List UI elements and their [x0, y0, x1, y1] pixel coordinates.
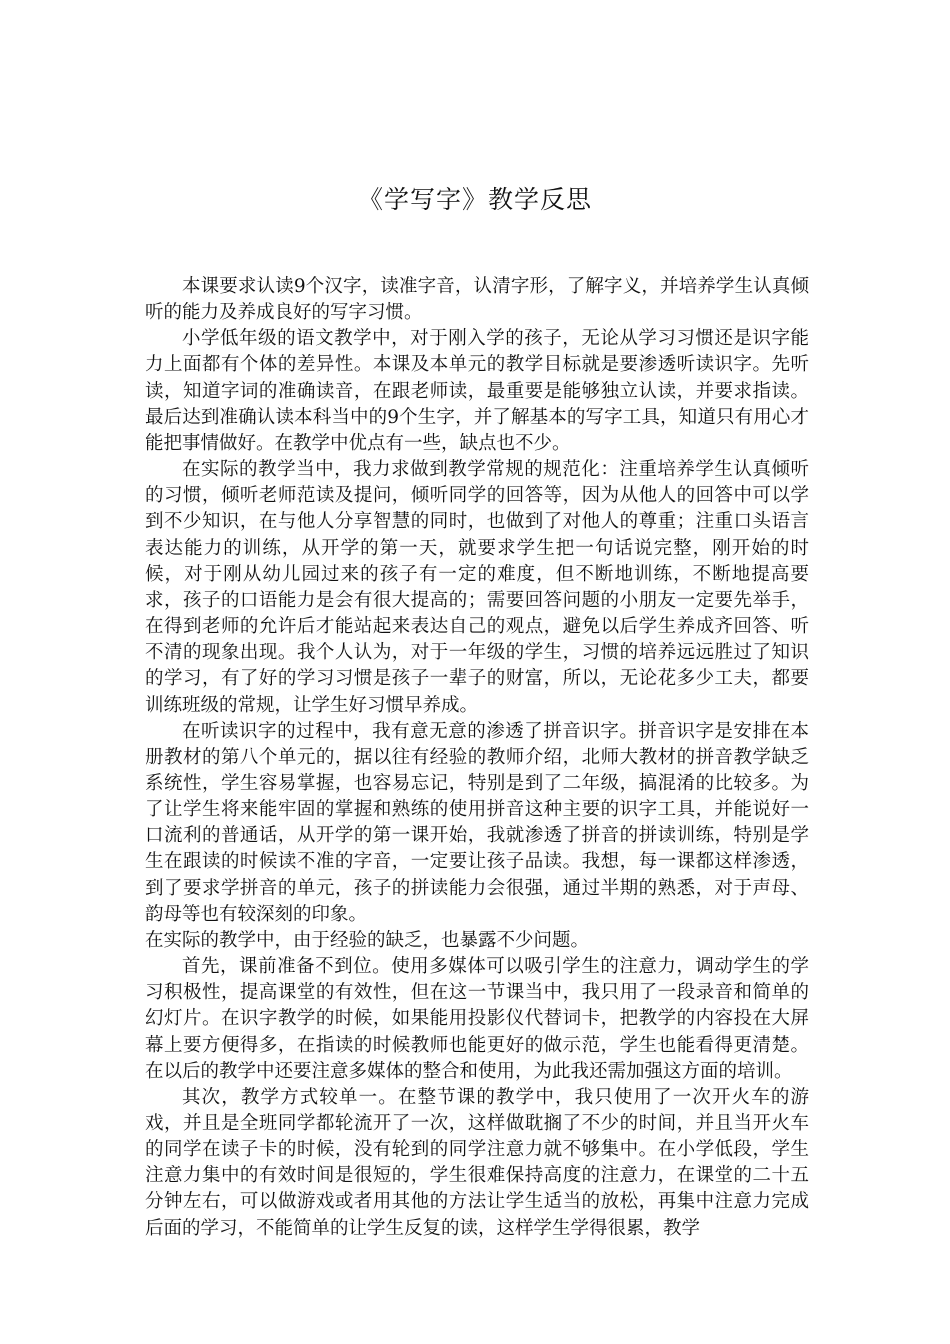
paragraph-pinyin: 在听读识字的过程中，我有意无意的渗透了拼音识字。拼音识字是安排在本册教材的第八个单元的，据以往有经验的教师介绍，北师大教材的拼音教学缺乏系统性，学生容易掌握，也容易忘记，特别是到了二年级，搞混淆的比较多。为了让学生将来能牢固的掌握和熟练的使用拼音这种主要的识字工具，并能说好一口流利的普通话，从开学的第一课开始，我就渗透了拼音的拼读训练，特别是学生在跟读的时候读不准的字音，一定要让孩子品读。我想，每一课都这样渗透，到了要求学拼音的单元，孩子的拼读能力会很强，通过半期的熟悉，对于声母、韵母等也有较深刻的印象。 — [145, 720, 809, 925]
paragraph-intro: 本课要求认读9个汉字，读准字音，认清字形，了解字义，并培养学生认真倾听的能力及养成良好的写字习惯。 — [145, 276, 809, 324]
paragraph-problems-intro: 在实际的教学中，由于经验的缺乏，也暴露不少问题。 — [145, 929, 590, 951]
document-body — [145, 274, 809, 1242]
paragraph-second-problem: 其次，教学方式较单一。在整节课的教学中，我只使用了一次开火车的游戏，并且是全班同学都轮流开了一次，这样做耽搁了不少的时间，并且当开火车的同学在读子卡的时候，没有轮到的同学注意力就不够集中。在小学低段，学生注意力集中的有效时间是很短的，学生很难保持高度的注意力，在课堂的二十五分钟左右，可以做游戏或者用其他的方法让学生适当的放松，再集中注意力完成后面的学习，不能简单的让学生反复的读，这样学生学得很累，教学 — [145, 1086, 809, 1239]
paragraph-first-problem: 首先，课前准备不到位。使用多媒体可以吸引学生的注意力，调动学生的学习积极性，提高课堂的有效性，但在这一节课当中，我只用了一段录音和简单的幻灯片。在识字教学的时候，如果能用投影仪代替词卡，把教学的内容投在大屏幕上要方便得多，在指读的时候教师也能更好的做示范，学生也能看得更清楚。在以后的教学中还要注意多媒体的整合和使用，为此我还需加强这方面的培训。 — [145, 956, 809, 1082]
paragraph-goals: 小学低年级的语文教学中，对于刚入学的孩子，无论从学习习惯还是识字能力上面都有个体的差异性。本课及本单元的教学目标就是要渗透听读识字。先听读，知道字词的准确读音，在跟老师读，最重要是能够独立认读，并要求指读。最后达到准确认读本科当中的9个生字，并了解基本的写字工具，知道只有用心才能把事情做好。在教学中优点有一些，缺点也不少。 — [145, 328, 809, 454]
document-title: 《学写字》教学反思 — [357, 185, 592, 214]
paragraph-classroom-routine: 在实际的教学当中，我力求做到教学常规的规范化：注重培养学生认真倾听的习惯，倾听老师范读及提问，倾听同学的回答等，因为从他人的回答中可以学到不少知识，在与他人分享智慧的同时，也做到了对他人的尊重；注重口头语言表达能力的训练，从开学的第一天，就要求学生把一句话说完整，刚开始的时候，对于刚从幼儿园过来的孩子有一定的难度，但不断地训练，不断地提高要求，孩子的口语能力是会有很大提高的；需要回答问题的小朋友一定要先举手，在得到老师的允许后才能站起来表达自己的观点，避免以后学生养成齐回答、听不清的现象出现。我个人认为，对于一年级的学生，习惯的培养远远胜过了知识的学习，有了好的学习习惯是孩子一辈子的财富，所以，无论花多少工夫，都要训练班级的常规，让学生好习惯早养成。 — [145, 459, 809, 716]
